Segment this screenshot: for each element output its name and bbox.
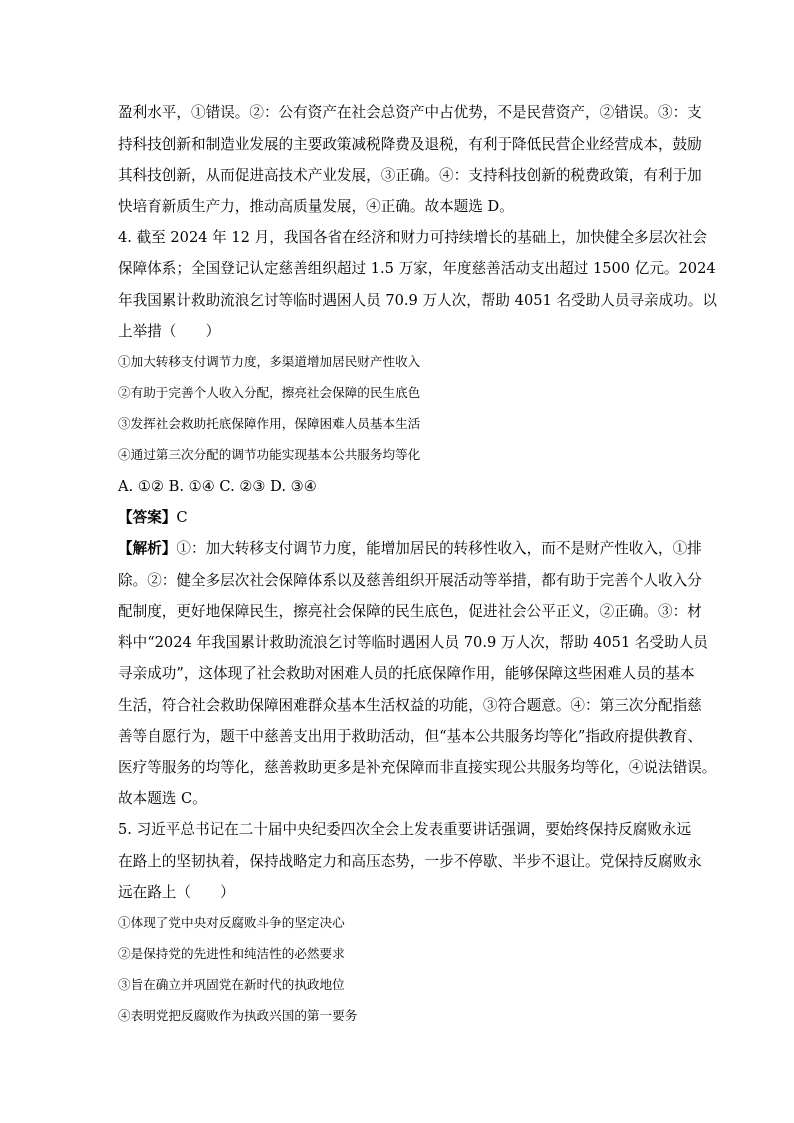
question-5-stem: 在路上的坚韧执着，保持战略定力和高压态势，一步不停歇、半步不退让。党保持反腐败永: [118, 853, 702, 870]
analysis-label: 【解析】: [118, 540, 177, 557]
answer-line: [118, 511, 680, 526]
question-4-option: ④通过第三次分配的调节功能实现基本公共服务均等化: [118, 447, 421, 462]
text-line: 快培育新质生产力，推动高质量发展，④正确。故本题选 D。: [118, 198, 514, 215]
analysis-text: 料中“2024 年我国累计救助流浪乞讨等临时遇困人员 70.9 万人次，帮助 4051 名受助人员: [118, 634, 708, 651]
question-4-choices: A. ①② B. ①④ C. ②③ D. ③④: [118, 478, 317, 495]
question-4-stem: 年我国累计救助流浪乞讨等临时遇困人员 70.9 万人次，帮助 4051 名受助人员寻亲成功。以: [118, 292, 717, 309]
question-4-stem: 保障体系；全国登记认定慈善组织超过 1.5 万家，年度慈善活动支出超过 1500 亿元。2024: [118, 260, 716, 277]
question-5-option: ③旨在确立并巩固党在新时代的执政地位: [118, 977, 345, 992]
analysis-text: 善等自愿行为，题干中慈善支出用于救助活动，但“基本公共服务均等化”指政府提供教育、: [118, 728, 703, 745]
analysis-text: 除。②：健全多层次社会保障体系以及慈善组织开展活动等举措，都有助于完善个人收入分: [118, 572, 702, 589]
question-5-option: ②是保持党的先进性和纯洁性的必然要求: [118, 946, 345, 961]
question-4-stem: 上举措（ ）: [118, 323, 221, 340]
text-line: 持科技创新和制造业发展的主要政策减税降费及退税，有利于降低民营企业经营成本，鼓励: [118, 136, 702, 153]
analysis-text: 生活，符合社会救助保障困难群众基本生活权益的功能，③符合题意。④：第三次分配指慈: [118, 697, 702, 714]
answer-label: 【答案】: [118, 509, 177, 526]
question-4-stem: 4. 截至 2024 年 12 月，我国各省在经济和财力可持续增长的基础上，加快健全多层次社会: [118, 229, 708, 246]
analysis-line: [118, 540, 702, 557]
text-line: 盈利水平，①错误。②：公有资产在社会总资产中占优势，不是民营资产，②错误。③：支: [118, 104, 702, 121]
analysis-text: ①：加大转移支付调节力度，能增加居民的转移性收入，而不是财产性收入，①排: [176, 540, 702, 557]
analysis-text: 寻亲成功”，这体现了社会救助对困难人员的托底保障作用，能够保障这些困难人员的基本: [118, 665, 695, 682]
question-5-option: ①体现了党中央对反腐败斗争的坚定决心: [118, 915, 345, 930]
analysis-text: 配制度，更好地保障民生，擦亮社会保障的民生底色，促进社会公平正义，②正确。③：材: [118, 603, 702, 620]
answer-value: C: [176, 509, 188, 526]
analysis-text: 医疗等服务的均等化，慈善救助更多是补充保障而非直接实现公共服务均等化，④说法错误。: [118, 759, 717, 776]
question-4-option: ①加大转移支付调节力度，多渠道增加居民财产性收入: [118, 354, 421, 369]
analysis-text: 故本题选 C。: [118, 790, 207, 807]
question-5-stem: 5. 习近平总书记在二十届中央纪委四次全会上发表重要讲话强调，要始终保持反腐败永远: [118, 821, 692, 838]
question-4-option: ②有助于完善个人收入分配，擦亮社会保障的民生底色: [118, 385, 421, 400]
question-5-stem: 远在路上（ ）: [118, 884, 235, 901]
question-5-option: ④表明党把反腐败作为执政兴国的第一要务: [118, 1008, 358, 1023]
text-line: 其科技创新，从而促进高技术产业发展，③正确。④：支持科技创新的税费政策，有利于加: [118, 167, 702, 184]
question-4-option: ③发挥社会救助托底保障作用，保障困难人员基本生活: [118, 416, 421, 431]
